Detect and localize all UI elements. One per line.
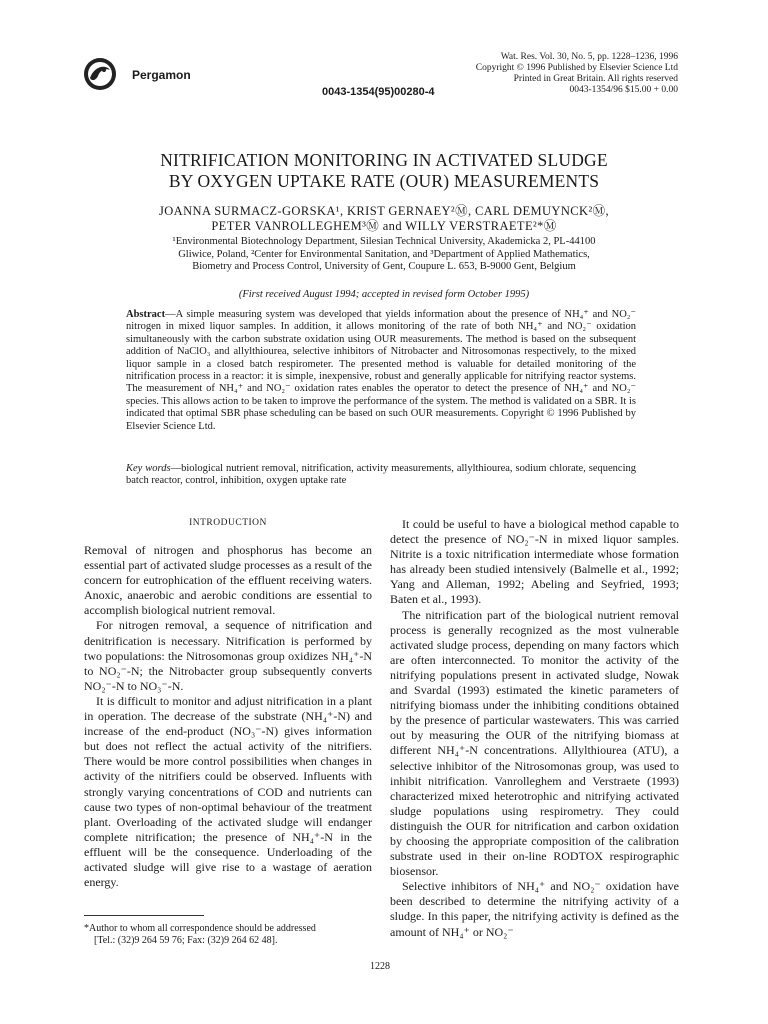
author-list [80,204,688,234]
paragraph: It could be useful to have a biological method capable to detect the presence of NO₂⁻-N in mixed liquor samples. Nitrite is a toxic nitrification intermediate whose formation has already been studied intensively (Balmelle et al., 1992; Yang and Alleman, 1992; Abeling and Seyfried, 1993; Baten et al., 1993). [390,517,679,607]
paragraph: The nitrification part of the biological nutrient removal process is generally recognized as the most vulnerable activated sludge process, depending on many factors which are often interconnected. To monitor the activity of the nitrifying populations present in activated sludge, Nowak and Svardal (1993) estimated the kinetic parameters of nitrifying biomass under the inhibiting conditions obtained by the presence of particular wastewaters. This was carried out by measuring the OUR of the nitrifying biomass at different NH₄⁺-N concentrations. Allylthiourea (ATU), a selective inhibitor of the Nitrosomonas group, was used to inhibit nitrification. Vanrolleghem and Verstraete (1993) characterized mixed heterotrophic and nitrifying activated sludge populations using respirometry. They could distinguish the OUR for nitrification and carbon oxidation by choosing the appropriate composition of the calibration substrate used in their on-line RODTOX respirographic biosensor. [390,607,679,879]
left-column [84,543,372,890]
footnote-line: *Author to whom all correspondence should be addressed [84,923,316,934]
affiliation-line: Gliwice, Poland, ²Center for Environmental Sanitation, and ³Department of Applied Mathematics, [178,248,590,260]
journal-line: Printed in Great Britain. All rights reserved [513,74,678,84]
footnote-divider [84,915,204,916]
title-line: NITRIFICATION MONITORING IN ACTIVATED SLUDGE [160,150,608,170]
paragraph: For nitrogen removal, a sequence of nitrification and denitrification is necessary. Nitrification is performed by two populations: the Nitrosomonas group oxidizes NH₄⁺-N to NO₂⁻-N; the Nitrobacter group subsequently converts NO₂⁻-N to NO₃⁻-N. [84,618,372,693]
abstract [126,309,636,433]
footnote-line: [Tel.: (32)9 264 59 76; Fax: (32)9 264 62 48]. [94,935,278,947]
authors-line: JOANNA SURMACZ-GORSKA¹, KRIST GERNAEY²Ⓜ, CARL DEMUYNCK²Ⓜ, [158,204,610,218]
journal-line: Wat. Res. Vol. 30, No. 5, pp. 1228–1236, 1996 [500,52,678,62]
journal-citation [476,52,678,96]
pergamon-logo [80,56,120,92]
journal-line: 0043-1354/96 $15.00 + 0.00 [569,85,678,95]
affiliation-line: ¹Environmental Biotechnology Department, Silesian Technical University, Akademicka 2, PL-44100 [172,236,596,247]
keywords [126,463,636,488]
publisher-name: Pergamon [132,68,191,82]
paper-title [80,150,688,192]
affiliations [100,236,668,274]
section-heading-introduction: INTRODUCTION [189,518,267,528]
page-number: 1228 [370,961,390,972]
paragraph: It is difficult to monitor and adjust nitrification in a plant in operation. The decrease of the substrate (NH₄⁺-N) and increase of the end-product (NO₃⁻-N) gives information but does not reflect the actual activity of the nitrifiers. There would be more control possibilities when changes in activity of the nitrifiers could be observed. Influents with strongly varying concentrations of COD and nutrients can cause two types of non-optimal behaviour of the treatment plant. Overloading of the activated sludge will endanger complete nitrification; the presence of NH₄⁺-N in the effluent will be the consequence. Underloading of the activated sludge will give rise to a wastage of aeration energy. [84,693,372,890]
doi-code: 0043-1354(95)00280-4 [322,86,435,98]
received-dates: (First received August 1994; accepted in revised form October 1995) [238,289,530,300]
paragraph: Selective inhibitors of NH₄⁺ and NO₂⁻ oxidation have been described to determine the nitrifying activity of a sludge. In this paper, the nitrifying activity is defined as the amount of NH₄⁺ or NO₂⁻ [390,879,679,939]
right-column [390,517,679,940]
journal-line: Copyright © 1996 Published by Elsevier Science Ltd [475,63,678,73]
abstract-text: —A simple measuring system was developed that yields information about the presence of NH₄⁺ and NO₂⁻ nitrogen in mixed liquor samples. In addition, it allows monitoring of the rate of both NH₄⁺ and NO₂⁻ oxidation simultaneously with the carbon substrate oxidation using OUR measurements. The method is based on the subsequent addition of NaClO₃ and allylthiourea, selective inhibitors of Nitrobacter and Nitrosomonas respectively, to the mixed liquor sample in a closed batch respirometer. The presented method is valuable for detailed monitoring of the nitrification process in a reactor: it is simple, inexpensive, robust and generally applicable for nitrifying reactor systems. The measurement of NH₄⁺ and NO₂⁻ oxidation rates enables the operator to detect the presence of NH₄⁺ and NO₂⁻ species. This allows action to be taken to improve the performance of the system. The method is validated on a SBR. It is indicated that optimal SBR phase scheduling can be based on such OUR measurements. Copyright © 1996 Published by Elsevier Science Ltd. [126,309,636,432]
title-line: BY OXYGEN UPTAKE RATE (OUR) MEASUREMENTS [168,171,600,191]
keywords-label: Key words [126,463,171,474]
paragraph: Removal of nitrogen and phosphorus has become an essential part of activated sludge processes as a result of the concern for eutrophication of the effluent receiving waters. Anoxic, anaerobic and aerobic conditions are essential to accomplish biological nutrient removal. [84,543,372,618]
affiliation-line: Biometry and Process Control, University of Gent, Coupure L. 653, B-9000 Gent, Belgium [192,261,576,272]
keywords-text: —biological nutrient removal, nitrification, activity measurements, allylthiourea, sodium chlorate, sequencing batch reactor, control, inhibition, oxygen uptake rate [126,463,636,487]
footnote [84,923,374,947]
authors-line: PETER VANROLLEGHEM³Ⓜ and WILLY VERSTRAETE²*Ⓜ [211,219,557,233]
abstract-label: Abstract [126,309,166,320]
